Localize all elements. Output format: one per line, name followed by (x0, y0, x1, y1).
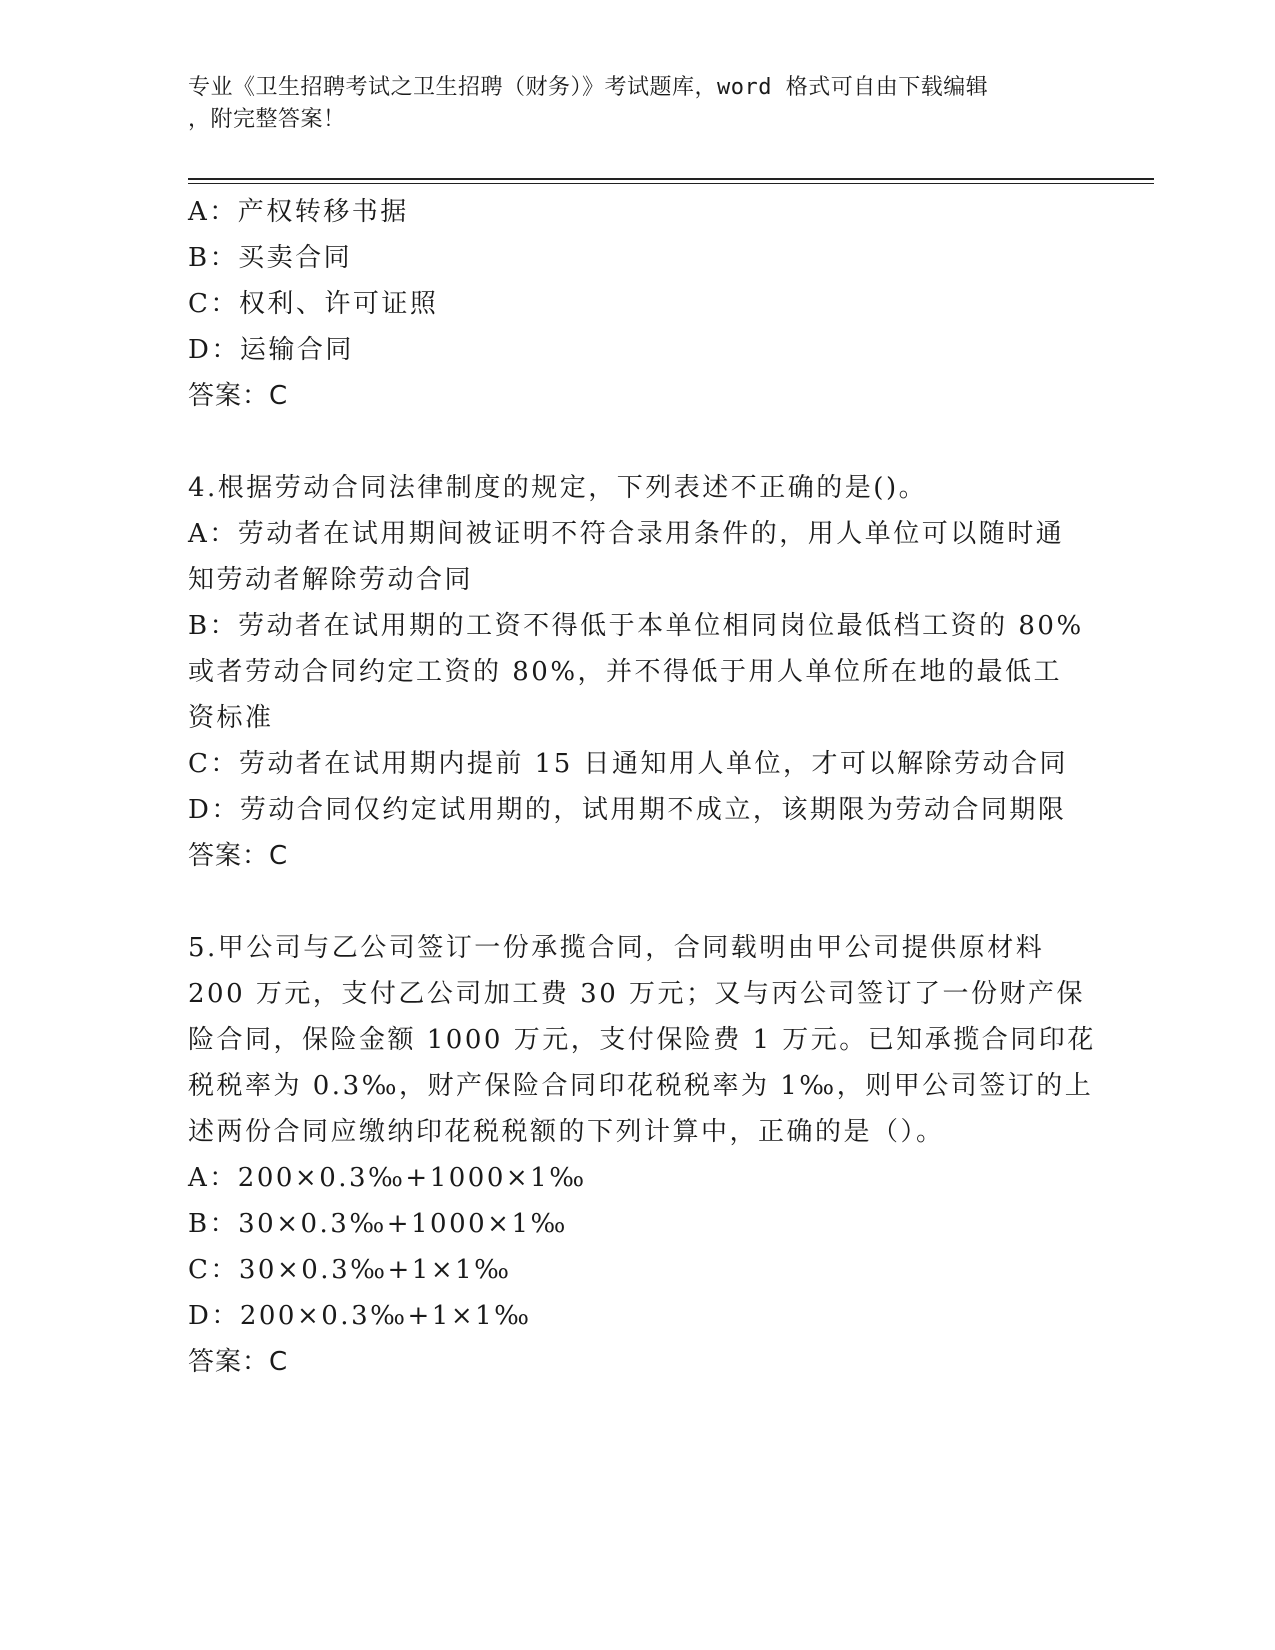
q5-option-b: B：30×0.3‰+1000×1‰ (188, 1209, 568, 1239)
spacer (188, 879, 1088, 925)
q5-question-line-1: 5.甲公司与乙公司签订一份承揽合同，合同载明由甲公司提供原材料 (188, 933, 1045, 963)
question-4 (188, 465, 1088, 879)
header-line-2: ，附完整答案！ (188, 107, 346, 132)
spacer (188, 419, 1088, 465)
q4-option-a-line-2: 知劳动者解除劳动合同 (188, 565, 474, 595)
q5-question-line-2: 200 万元，支付乙公司加工费 30 万元；又与丙公司签订了一份财产保 (188, 979, 1086, 1009)
q4-option-d: D：劳动合同仅约定试用期的，试用期不成立，该期限为劳动合同期限 (188, 795, 1067, 825)
question-5 (188, 925, 1096, 1385)
q4-answer: 答案：C (188, 841, 289, 871)
q3-option-b: B：买卖合同 (188, 243, 353, 273)
q5-answer: 答案：C (188, 1347, 289, 1377)
q5-option-d: D：200×0.3‰+1×1‰ (188, 1301, 532, 1331)
q4-option-c: C：劳动者在试用期内提前 15 日通知用人单位，才可以解除劳动合同 (188, 749, 1069, 779)
q4-option-b-line-2: 或者劳动合同约定工资的 80%，并不得低于用人单位所在地的最低工 (188, 657, 1063, 687)
q3-option-a: A：产权转移书据 (188, 197, 409, 227)
q5-question-line-5: 述两份合同应缴纳印花税税额的下列计算中，正确的是（）。 (188, 1117, 945, 1147)
q4-option-b-line-3: 资标准 (188, 703, 274, 733)
q3-option-d: D：运输合同 (188, 335, 354, 365)
header-divider-thick (188, 178, 1154, 180)
q5-question-line-4: 税税率为 0.3‰，财产保险合同印花税税率为 1‰，则甲公司签订的上 (188, 1071, 1094, 1101)
header-line-1: 专业《卫生招聘考试之卫生招聘（财务）》考试题库，word 格式可自由下载编辑 (188, 75, 989, 100)
document-header (188, 72, 1068, 136)
q5-option-c: C：30×0.3‰+1×1‰ (188, 1255, 512, 1285)
header-divider-thin (188, 183, 1154, 184)
q4-question: 4.根据劳动合同法律制度的规定，下列表述不正确的是()。 (188, 473, 928, 503)
q3-answer: 答案：C (188, 381, 289, 411)
q4-option-b-line-1: B：劳动者在试用期的工资不得低于本单位相同岗位最低档工资的 80% (188, 611, 1084, 641)
q3-option-c: C：权利、许可证照 (188, 289, 439, 319)
q5-question-line-3: 险合同，保险金额 1000 万元，支付保险费 1 万元。已知承揽合同印花 (188, 1025, 1096, 1055)
q5-option-a: A：200×0.3‰+1000×1‰ (188, 1163, 587, 1193)
question-3 (188, 189, 1088, 419)
question-content (188, 189, 1096, 1385)
q4-option-a-line-1: A：劳动者在试用期间被证明不符合录用条件的，用人单位可以随时通 (188, 519, 1065, 549)
